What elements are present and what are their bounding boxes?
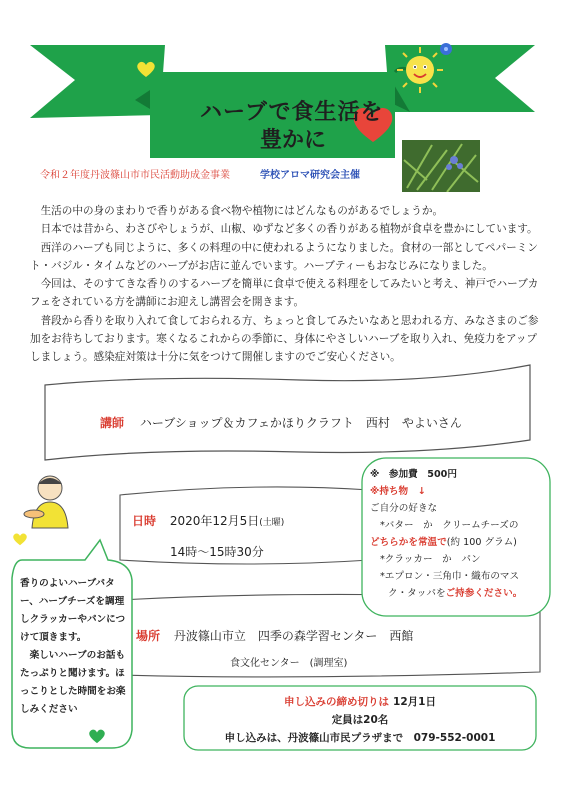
intro-paragraph: 西洋のハーブも同じように、多くの料理の中に使われるようになりました。食材の一部としてペパーミント・バジル・タイムなどのハーブがお店に並んでいます。ハーブティーもおなじみになりました。 (30, 241, 538, 272)
fee-line: ※ 参加費 500円 (370, 469, 457, 480)
bring-line: ク・タッパを (388, 588, 446, 599)
date-label: 日時 (132, 514, 157, 528)
bring-line: *バター か クリームチーズの (380, 520, 519, 531)
application-info (190, 693, 530, 747)
bring-line: *エプロン・三角巾・織布のマス (380, 571, 520, 582)
fee-info (370, 466, 522, 602)
date-line (132, 512, 284, 529)
bring-line: (約 100 グラム) (446, 537, 517, 548)
intro-paragraph: 生活の中の身のまわりで香りがある食べ物や植物にはどんなものがあるでしょうか。 (40, 205, 444, 217)
intro-paragraph: 今回は、そのすてきな香りのするハーブを簡単に食卓で使える料理をしてみたいと考え、神戸でハーブカフェをされている方を講師にお迎えし講習会を開きます。 (30, 278, 539, 309)
title-line-2: 豊かに (260, 128, 327, 153)
organizer-note: 学校アロマ研究会主催 (260, 170, 360, 181)
venue-line (136, 627, 413, 644)
bring-emphasis: ご持参ください。 (445, 588, 523, 599)
venue-value: 丹波篠山市立 四季の森学習センター 西館 (173, 629, 414, 643)
subsidy-note: 令和２年度丹波篠山市市民活動助成金事業 (40, 170, 230, 181)
capacity: 定員は20名 (331, 714, 389, 726)
bubble-text (20, 575, 132, 719)
lecturer-label: 講師 (100, 416, 125, 430)
heart-icon (88, 728, 106, 744)
lecturer-name: ハーブショップ＆カフェかほりクラフト 西村 やよいさん (139, 416, 462, 430)
deadline-value: 12月1日 (393, 696, 436, 708)
heart-icon (12, 532, 28, 546)
bubble-paragraph: 楽しいハーブのお話もたっぷりと聞けます。ほっこりとした時間をお楽しみください (20, 650, 126, 715)
bring-line: ご自分の好きな (370, 503, 438, 514)
deadline-label: 申し込みの締め切りは (284, 696, 390, 708)
bubble-paragraph: 香りのよいハーブバター、ハーブチーズを調理しクラッカーやパンにつけて頂きます。 (20, 578, 126, 643)
date-weekday: (土曜) (259, 518, 285, 528)
title-line-1: ハーブで食生活を (200, 100, 384, 125)
bring-line: *クラッカー か パン (380, 554, 481, 565)
venue-label: 場所 (136, 629, 161, 643)
venue-room: 食文化センター (調理室) (230, 658, 348, 669)
contact: 申し込みは、丹波篠山市民プラザまで 079-552-0001 (224, 732, 496, 744)
lecturer-line (100, 414, 462, 431)
bring-emphasis: どちらかを常温で (370, 537, 447, 548)
intro-paragraph: 普段から香りを取り入れて食しておられる方、ちょっと食してみたいなあと思われる方、みなさまのご参加をお待ちしております。寒くなるこれからの季節に、身体にやさしいハーブを取り入れ、免疫力をアップしましょう。感染症対策は十分に気をつけて開催しますのでご安心ください。 (30, 314, 539, 364)
bring-label: ※持ち物 ↓ (370, 486, 426, 497)
chef-illustration (20, 470, 75, 530)
time-value: 14時～15時30分 (170, 545, 264, 559)
intro-paragraph: 日本では昔から、わさびやしょうが、山椒、ゆずなど多くの香りがある植物が食卓を豊かにしています。 (40, 223, 538, 236)
date-value: 2020年12月5日 (169, 514, 260, 528)
